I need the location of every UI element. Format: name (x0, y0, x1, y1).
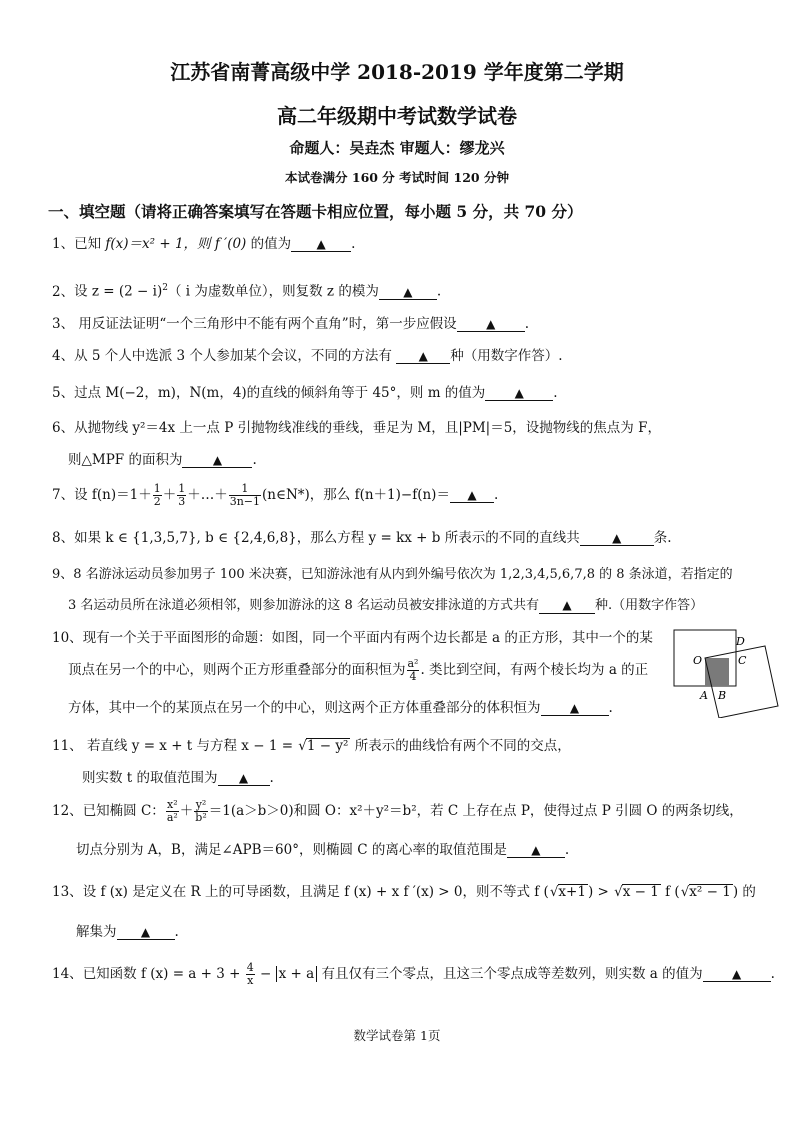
section-heading: 一、填空题（请将正确答案填写在答题卡相应位置，每小题 5 分，共 70 分） (48, 202, 583, 221)
question-3: 3、 用反证法证明“一个三角形中不能有两个直角”时，第一步应假设 ▲ . (52, 316, 529, 332)
question-4: 4、从 5 个人中选派 3 个人参加某个会议，不同的方法有 ▲ 种（用数字作答）. (52, 348, 563, 364)
answer-blank: ▲ (450, 488, 494, 503)
question-7: 7、设 f(n)＝1＋ $\frac{1}{2}$ ＋ $\frac{1}{3}$ ＋…＋ $\frac{1}{3n-1}$ (n∈N*)，那么 f(n＋1)−f(n)＝ ▲ . (52, 482, 499, 508)
question-6: 6、从抛物线 y²＝4x 上一点 P 引抛物线准线的垂线，垂足为 M，且|PM|＝5，设抛物线的焦点为 F， (52, 420, 661, 436)
square-root: √ x+1 (558, 884, 588, 900)
question-13: 13、设 f (x) 是定义在 R 上的可导函数，且满足 f (x) + x f ′(x) > 0，则不等式 f (√ x+1 ) > √ x − 1 f (√ x² − 1 ) 的 (52, 882, 756, 902)
fraction: $\frac{1}{2}$ (153, 482, 161, 508)
question-9: 9、8 名游泳运动员参加男子 100 米决赛，已知游泳池有从内到外编号依次为 1,2,3,4,5,6,7,8 的 8 条泳道，若指定的 (52, 567, 733, 582)
squares-figure (672, 628, 782, 718)
answer-blank: ▲ (379, 285, 437, 300)
answer-blank: ▲ (703, 967, 771, 982)
question-6-line-2: 则△MPF 的面积为 ▲ . (68, 452, 257, 468)
question-10-line-3: 方体，其中一个的某顶点在另一个的中心，则这两个正方体重叠部分的体积恒为 ▲ . (68, 700, 613, 716)
label-b: B (718, 689, 727, 702)
fraction: $\frac{\text{a²}}{4}$ (407, 657, 419, 683)
fraction: $\frac{1}{3n-1}$ (229, 482, 261, 508)
answer-blank: ▲ (485, 386, 553, 401)
answer-blank: ▲ (182, 453, 252, 468)
question-1: 1、已知 f(x)＝x² + 1，则 f ′(0) 的值为 ▲ . (52, 236, 356, 252)
square-root: √ 1 − y² (306, 738, 350, 754)
fraction: $\frac{1}{3}$ (178, 482, 186, 508)
square-root: √ x² − 1 (689, 884, 733, 900)
question-10: 10、现有一个关于平面图形的命题：如图，同一个平面内有两个边长都是 a 的正方形，其中一个的某 (52, 630, 653, 646)
answer-blank: ▲ (396, 349, 450, 364)
question-12-line-2: 切点分别为 A，B，满足∠APB＝60°，则椭圆 C 的离心率的取值范围是 ▲ . (76, 842, 570, 858)
question-8: 8、如果 k ∈ {1,3,5,7}, b ∈ {2,4,6,8}，那么方程 y = kx + b 所表示的不同的直线共 ▲ 条. (52, 530, 672, 546)
page-footer: 数学试卷第 1页 (353, 1028, 441, 1043)
question-12: 12、已知椭圆 C： $\frac{\text{x²}}{\text{a²}}$ ＋ $\frac{\text{y²}}{\text{b²}}$ ＝1(a＞b＞0)和圆 O：x²＋y²＝b²，若 C 上存在点 P，使得过点 P 引圆 O 的两条切线， (52, 798, 743, 824)
answer-blank: ▲ (117, 925, 175, 940)
answer-blank: ▲ (457, 317, 525, 332)
authors-line: 命题人：吴垚杰 审题人：缪龙兴 (289, 139, 505, 157)
question-9-line-2: 3 名运动员所在泳道必须相邻，则参加游泳的这 8 名运动员被安排泳道的方式共有 ▲ 种.（用数字作答） (68, 598, 704, 613)
question-2: 2、设 $z = (2 - i)^2$（ i 为虚数单位），则复数 z 的模为 ▲ . (52, 283, 442, 300)
fraction: $\frac{\text{x²}}{\text{a²}}$ (166, 798, 178, 824)
absolute-value: x + a (276, 966, 318, 982)
question-14: 14、已知函数 f (x) = a + 3 + $\frac{4}{x}$ − x + a 有且仅有三个零点，且这三个零点成等差数列，则实数 a 的值为 ▲ . (52, 961, 775, 987)
answer-blank: ▲ (539, 598, 595, 614)
question-13-line-2: 解集为 ▲ . (76, 924, 179, 940)
square-root: √ x − 1 (622, 884, 661, 900)
answer-blank: ▲ (291, 237, 351, 252)
school-title: 江苏省南菁高级中学 2018-2019 学年度第二学期 (170, 60, 624, 84)
question-11: 11、 若直线 y = x + t 与方程 x − 1 = √ 1 − y² 所表示的曲线恰有两个不同的交点， (52, 736, 571, 756)
answer-blank: ▲ (218, 771, 270, 786)
fraction: $\frac{4}{x}$ (246, 961, 254, 987)
label-o: O (693, 654, 703, 667)
answer-blank: ▲ (507, 843, 565, 858)
question-10-line-2: 顶点在另一个的中心，则两个正方形重叠部分的面积恒为 $\frac{\text{a²}}{4}$ . 类比到空间，有两个棱长均为 a 的正 (68, 657, 649, 683)
answer-blank: ▲ (580, 531, 654, 546)
answer-blank: ▲ (541, 701, 609, 716)
label-d: D (736, 635, 745, 648)
question-11-line-2: 则实数 t 的取值范围为 ▲ . (82, 770, 274, 786)
label-a: A (700, 689, 708, 702)
label-c: C (738, 654, 747, 667)
question-5: 5、过点 M(−2，m)，N(m，4)的直线的倾斜角等于 45°，则 m 的值为 ▲ . (52, 385, 558, 401)
exam-title: 高二年级期中考试数学试卷 (277, 104, 517, 128)
exam-info: 本试卷满分 160 分 考试时间 120 分钟 (285, 170, 509, 185)
fraction: $\frac{\text{y²}}{\text{b²}}$ (195, 798, 207, 824)
